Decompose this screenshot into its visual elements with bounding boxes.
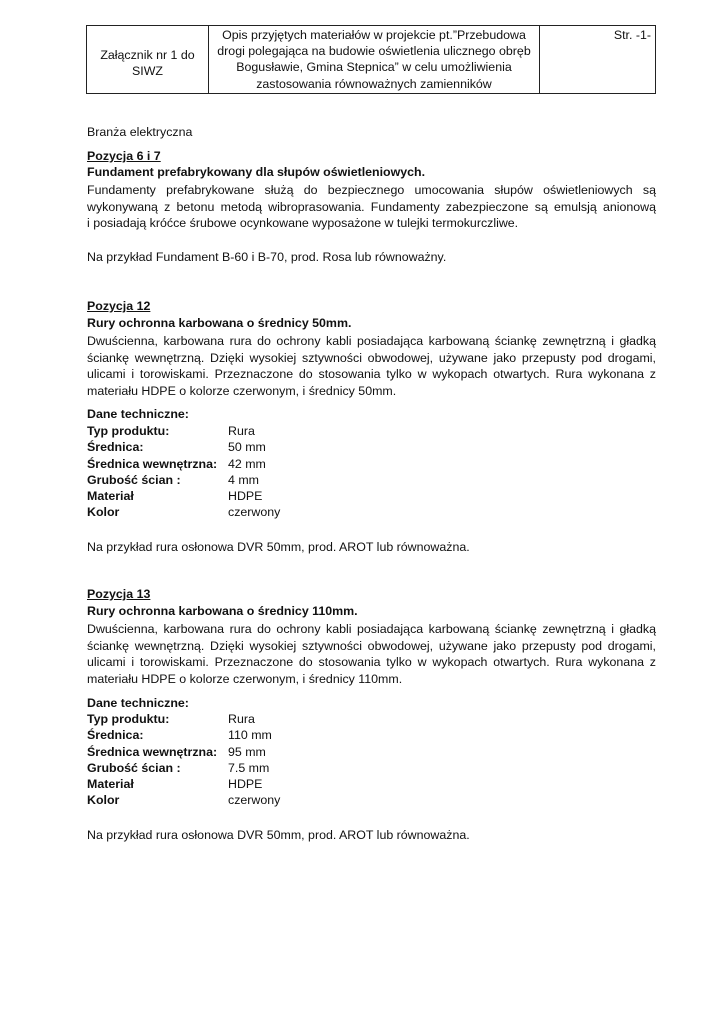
spec-value: 7.5 mm [228, 760, 270, 775]
paragraph-line: i posiadają króćce śrubowe ocynkowane wyposażone w tulejki termokurczliwe. [87, 216, 519, 231]
spec-value: Rura [228, 712, 255, 726]
spec-key: Średnica: [87, 440, 144, 455]
section-heading: Pozycja 13 [87, 587, 151, 601]
spec-key: Materiał [87, 777, 134, 792]
spec-value: 110 mm [228, 728, 272, 743]
paragraph-line: ulicami i torowiskami. Przeznaczone do stosowania tylko w wykopach otwartych. Rura wykonana z [87, 367, 656, 382]
spec-key: Średnica wewnętrzna: [87, 744, 218, 759]
spec-value: HDPE [228, 777, 263, 792]
spec-key: Grubość ścian : [87, 760, 181, 775]
spec-key: Kolor [87, 505, 120, 520]
spec-row [87, 423, 387, 439]
paragraph-line: materiału HDPE o kolorze czerwonym, i średnicy 50mm. [87, 383, 397, 398]
page-number-cell: Str. -1- [540, 26, 656, 94]
paragraph-line: Dwuścienna, karbowana rura do ochrony kabli posiadająca karbowaną ściankę zewnętrzną i gładką [87, 334, 656, 348]
paragraph-line: ściankę wewnętrzną. Dzięki wysokiej sztywności obwodowej, używane jako przepusty pod drogami, [87, 638, 656, 653]
spec-title: Dane techniczne: [87, 696, 189, 710]
spec-row [87, 456, 387, 472]
title-cell [209, 26, 540, 94]
spec-value: czerwony [228, 793, 281, 808]
branch-label: Branża elektryczna [87, 125, 193, 139]
spec-key: Średnica: [87, 728, 144, 743]
header-table [86, 25, 656, 94]
spec-value: HDPE [228, 489, 263, 504]
spec-key: Typ produktu: [87, 424, 170, 438]
spec-key: Grubość ścian : [87, 472, 181, 487]
section-heading: Pozycja 6 i 7 [87, 149, 161, 163]
spec-title: Dane techniczne: [87, 407, 189, 421]
paragraph-line: materiału HDPE o kolorze czerwonym, i średnicy 110mm. [87, 671, 403, 686]
spec-list [87, 711, 387, 809]
paragraph-line: Dwuścienna, karbowana rura do ochrony kabli posiadająca karbowaną ściankę zewnętrzną i gładką [87, 622, 656, 636]
spec-row [87, 711, 387, 727]
spec-key: Kolor [87, 793, 120, 808]
title-line: drogi polegająca na budowie oświetlenia ulicznego obręb [217, 44, 531, 59]
example-note: Na przykład Fundament B-60 i B-70, prod. Rosa lub równoważny. [87, 250, 447, 264]
attachment-cell: Załącznik nr 1 do SIWZ [87, 26, 209, 94]
spec-value: 4 mm [228, 472, 259, 487]
title-line: zastosowania równoważnych zamienników [256, 76, 492, 91]
paragraph-line: wykonywaną z betonu metodą wibroprasowania. Fundamenty zabezpieczone są emulsją anionową [87, 199, 656, 214]
spec-value: 42 mm [228, 456, 266, 471]
spec-row [87, 727, 387, 743]
spec-key: Materiał [87, 489, 134, 504]
paragraph-line: ściankę wewnętrzną. Dzięki wysokiej sztywności obwodowej, używane jako przepusty pod drogami, [87, 350, 656, 365]
section-subheading: Fundament prefabrykowany dla słupów oświetleniowych. [87, 165, 426, 179]
spec-row [87, 504, 387, 520]
spec-value: 95 mm [228, 744, 266, 759]
section-paragraph [87, 333, 656, 399]
example-note: Na przykład rura osłonowa DVR 50mm, prod. AROT lub równoważna. [87, 540, 470, 554]
paragraph-line: ulicami i torowiskami. Przeznaczone do stosowania tylko w wykopach otwartych. Rura wykonana z [87, 655, 656, 670]
spec-row [87, 439, 387, 455]
spec-row [87, 488, 387, 504]
spec-key: Typ produktu: [87, 712, 170, 726]
section-paragraph [87, 182, 656, 232]
spec-row [87, 776, 387, 792]
spec-row [87, 760, 387, 776]
section-paragraph [87, 621, 656, 687]
spec-row [87, 744, 387, 760]
title-line: Opis przyjętych materiałów w projekcie pt.”Przebudowa [222, 28, 526, 42]
title-line: Bogusławie, Gmina Stepnica” w celu umożliwienia [236, 60, 512, 75]
spec-row [87, 472, 387, 488]
paragraph-line: Fundamenty prefabrykowane służą do bezpiecznego umocowania słupów oświetleniowych są [87, 183, 656, 197]
spec-value: 50 mm [228, 440, 266, 455]
section-heading: Pozycja 12 [87, 299, 151, 313]
section-subheading: Rury ochronna karbowana o średnicy 50mm. [87, 316, 352, 330]
section-subheading: Rury ochronna karbowana o średnicy 110mm. [87, 604, 358, 618]
example-note: Na przykład rura osłonowa DVR 50mm, prod. AROT lub równoważna. [87, 828, 470, 842]
spec-value: czerwony [228, 505, 281, 520]
spec-row [87, 792, 387, 808]
spec-list [87, 423, 387, 521]
spec-value: Rura [228, 424, 255, 438]
spec-key: Średnica wewnętrzna: [87, 456, 218, 471]
